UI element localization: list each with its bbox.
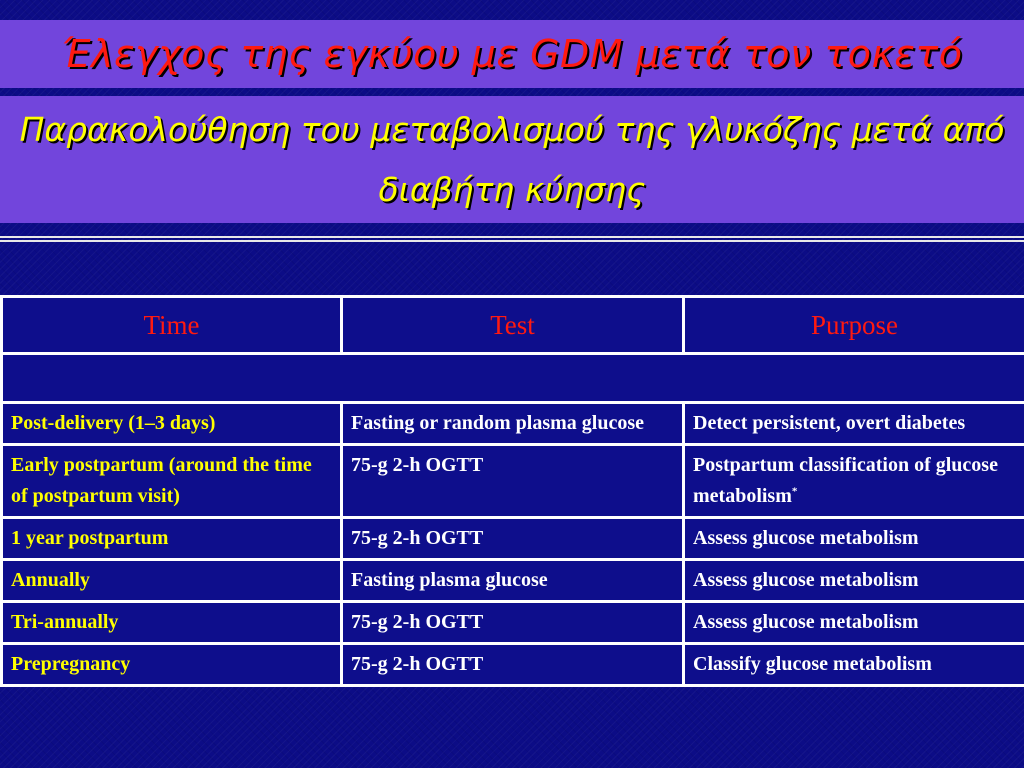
divider-line [0, 236, 1024, 238]
test-cell: 75-g 2-h OGTT [342, 602, 684, 644]
blank-cell [2, 354, 1024, 403]
subtitle-band [0, 96, 1024, 223]
table-row [2, 644, 1024, 686]
footnote-mark: * [791, 485, 798, 498]
test-cell: Fasting plasma glucose [342, 560, 684, 602]
header-purpose: Purpose [684, 297, 1024, 354]
schedule-table [0, 295, 1024, 687]
test-cell: 75-g 2-h OGTT [342, 644, 684, 686]
time-cell: Tri-annually [2, 602, 342, 644]
header-time: Time [2, 297, 342, 354]
time-cell: Annually [2, 560, 342, 602]
table-header-row [2, 297, 1024, 354]
table-row [2, 403, 1024, 445]
divider-line [0, 240, 1024, 242]
table-row [2, 602, 1024, 644]
table-row [2, 445, 1024, 518]
test-cell: 75-g 2-h OGTT [342, 445, 684, 518]
purpose-cell: Assess glucose metabolism [684, 518, 1024, 560]
purpose-cell: Assess glucose metabolism [684, 560, 1024, 602]
test-cell: 75-g 2-h OGTT [342, 518, 684, 560]
header-test: Test [342, 297, 684, 354]
time-cell: Prepregnancy [2, 644, 342, 686]
test-cell: Fasting or random plasma glucose [342, 403, 684, 445]
time-cell: Early postpartum (around the time of postpartum visit) [2, 445, 342, 518]
time-cell: 1 year postpartum [2, 518, 342, 560]
title-band [0, 20, 1024, 88]
slide-title: Έλεγχος της εγκύου με GDM μετά τον τοκετό [61, 32, 963, 76]
blank-row [2, 354, 1024, 403]
table-row [2, 560, 1024, 602]
purpose-text: Postpartum classification of glucose metabolism [693, 454, 998, 507]
time-cell: Post-delivery (1–3 days) [2, 403, 342, 445]
slide-subtitle: Παρακολούθηση του μεταβολισμού της γλυκόζης μετά από διαβήτη κύησης [19, 109, 1005, 209]
purpose-cell: Classify glucose metabolism [684, 644, 1024, 686]
purpose-cell: Assess glucose metabolism [684, 602, 1024, 644]
table-row [2, 518, 1024, 560]
purpose-cell [684, 445, 1024, 518]
purpose-cell: Detect persistent, overt diabetes [684, 403, 1024, 445]
